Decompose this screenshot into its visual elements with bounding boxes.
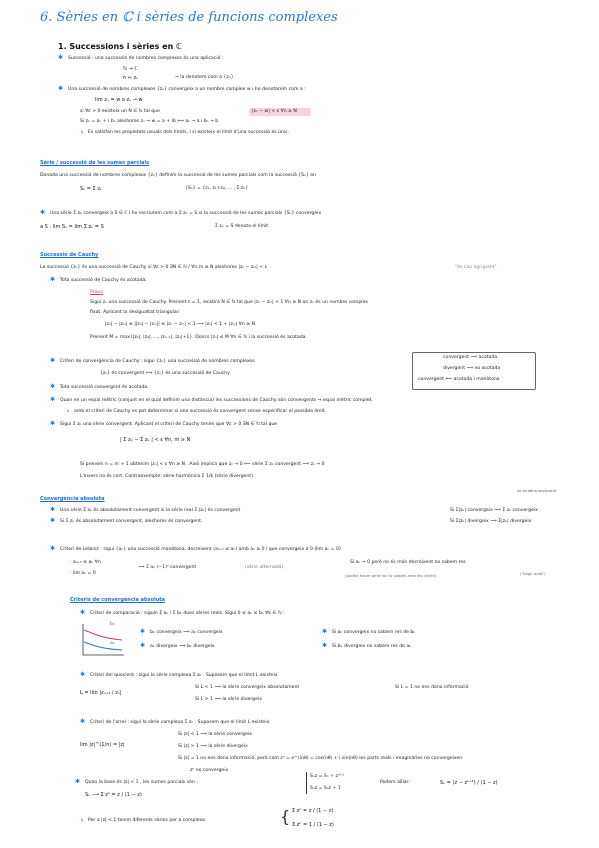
math-line: {Sₙ} = {z₁, z₁+z₂, ... , Σ zₖ} <box>185 186 249 191</box>
arrow-icon: ↳ <box>66 409 70 414</box>
math-line: a S : lim Sₙ = lim Σ zₖ = S <box>40 224 104 230</box>
arrow-icon: ↳ <box>80 130 84 135</box>
page-title: 6. Sèries en ℂ i sèries de funcions complexes <box>40 10 338 25</box>
text-line: Si aₖ convergeix no sabem res de bₖ <box>332 630 416 635</box>
bullet-icon: ✱ <box>80 671 86 678</box>
text-line: Si bₖ divergeix no sabem res de aₖ <box>332 644 412 649</box>
comparison-graph-icon <box>80 622 126 658</box>
math-line: Sₙz = Sₙz + 1 <box>310 786 341 791</box>
bullet-icon: ✱ <box>50 517 56 524</box>
text-line: Podem aïllar: <box>380 780 410 785</box>
bullet-icon: ✱ <box>50 357 56 364</box>
text-line: Successió : una successió de nombres complexos és una aplicació : <box>68 56 224 61</box>
text-line: Si |z| > 1 ⟹ la sèrie divergeix <box>178 744 248 749</box>
text-line: Criteri de comparació : siguin Σ aₖ i Σ bₖ dues sèries reals. Sigui 0 ≤ aₖ ≤ bₖ ∀k ∈ ℕ : <box>90 611 285 616</box>
bullet-icon: ✱ <box>50 506 56 513</box>
section-heading-criteria: Criteris de convergència absoluta <box>70 597 166 603</box>
text-line: Tota successió convergent és acotada. <box>60 385 149 390</box>
bullet-icon: ✱ <box>40 209 46 216</box>
math-line: ℕ → ℂ <box>123 66 138 72</box>
text-line: Quan la base és |z| < 1 , les sumes parcials són : <box>85 780 198 785</box>
text-line: zⁿ no convergeix <box>190 768 229 773</box>
text-line: Criteri de Leibniz : sigui {aₙ} una successió monòtona, decreixent (aₙ₊₁ ≤ aₙ) amb aₙ ≥ 0 i que convergeix a 0 (lim aₙ = 0) <box>60 547 341 552</box>
text-line: Si |z| = 1 no ens dona informació, però com zⁿ = e^(inθ) = cos(nθ) + i sin(nθ) les parts reals i imaginàries no convergeixen <box>178 756 463 761</box>
bullet-icon: ✱ <box>50 276 56 283</box>
math-line: Si Σ|zₖ| divergeix ⟹ Σ|zₖ| divergeix <box>450 519 532 524</box>
bullet-icon: ✱ <box>140 628 146 635</box>
bullet-icon: ✱ <box>58 85 64 92</box>
proof-label: Prova <box>90 290 103 295</box>
note: (podria haver però no no sabem amb els criteri) <box>345 573 437 578</box>
quote-note: "és cau agrupant" <box>455 265 497 270</box>
math-line: ⟹ Σ aₙ (−1)ⁿ convergent <box>138 565 197 570</box>
note: ("llegir amb") <box>520 571 546 576</box>
math-line: Σ zⁿ = z / (1 − z) <box>292 808 334 814</box>
math-line: Si Σ|zₖ| convergeix ⟹ Σ zₖ convergeix <box>450 508 538 513</box>
text-line: Prenent M = max{|z₁|, |z₂|, ..., |zₙ₋₁|, |zₙ|+1}. Doncs |zₙ| ≤ M ∀n ∈ ℕ i la successió és acotada. <box>90 335 307 340</box>
section-heading-successions: 1. Successions i sèries en ℂ <box>58 42 182 51</box>
text-line: Si prenem n = m + 1 obtenim |zₙ| < ε ∀n ≥ N . Això implica que zₙ → 0 ⟸ sèrie Σ zₖ convergent ⟹ zₙ → 0 <box>80 462 325 467</box>
text-line: Una successió de nombres complexos {zₙ} convergeix a un nombre complex w i ho denotarem com a : <box>68 87 306 92</box>
section-heading-partial-sums: Sèrie / successió de les sumes parcials <box>40 160 150 166</box>
bullet-icon: ✱ <box>50 420 56 427</box>
text-line: Si |z| < 1 ⟹ la sèrie convergeix <box>178 732 252 737</box>
math-line: Σ zⁿ = 1 / (1 − z) <box>292 822 334 828</box>
math-line: lim zₙ = w o zₙ → w <box>95 97 143 103</box>
text-line: Si L > 1 ⟹ la sèrie divergeix <box>195 697 262 702</box>
text-line: Sigui Σ zₖ una sèrie convergent. Aplicant el criteri de Cauchy tenim que ∀ε > 0 ∃N ∈ ℕ tal que <box>60 422 278 427</box>
text-line: Sigui zₙ una successió de Cauchy. Prenent ε = 1, existirà N ∈ ℕ tal que |zₙ − zₘ| < 1 ∀n ≥ N on zₙ és un nombre complex <box>90 300 369 305</box>
note: Si aₙ → 0 però no és món decreixent no sabem res <box>350 560 466 565</box>
graph-label-b: bₖ <box>110 622 115 627</box>
box-line: divergent ⟹ no acotada <box>443 366 501 371</box>
math-line: · aₙ₊₁ ≤ aₙ ∀n <box>70 560 101 565</box>
math-line: Sₙ ⟶ Σ zⁿ = z / (1 − z) <box>85 792 142 798</box>
text-line: Si zₙ = aₙ + i bₙ aleshores zₙ → w = a + ib ⟺ aₙ → a i bₙ → b <box>80 119 219 124</box>
text-line: fixat. Aplicant la desigualtat triangular: <box>90 310 180 315</box>
text-line: La successió {zₙ} és una successió de Cauchy si ∀ε > 0 ∃N ∈ ℕ / ∀n,m ≥ N aleshores |zₙ − zₘ| < ε <box>40 265 268 270</box>
text-line: aₖ divergeix ⟹ bₖ divergeix <box>150 644 215 649</box>
bullet-icon: ✱ <box>322 642 328 649</box>
text-line: Quan en un espai mètric (conjunt en el qual definim una distància) les successions de Cauchy són convergents → espai mètric complet. <box>60 398 373 403</box>
text-line: Σ zₖ = S denota el límit <box>215 224 269 229</box>
math-line: Sₙ = (z − zⁿ⁺¹) / (1 − z) <box>440 780 498 786</box>
math-line: | Σ zₖ − Σ zₖ | < ε ∀n, m ≥ N <box>120 437 191 443</box>
bullet-icon: ✱ <box>58 54 64 61</box>
section-heading-cauchy: Successió de Cauchy <box>40 252 99 258</box>
math-line: |zₙ − w| < ε ∀n ≥ N <box>252 109 297 114</box>
text-line: bₖ convergeix ⟹ aₖ convergeix <box>150 630 223 635</box>
note: (sèrie alternada) <box>245 565 284 570</box>
math-line: · lim aₙ = 0 <box>70 571 96 576</box>
bullet-icon: ✱ <box>80 609 86 616</box>
text-line: Per a |z| < 1 tenim diferents sèries per a complexa <box>88 818 205 823</box>
bullet-icon: ✱ <box>80 718 86 725</box>
math-line: |zₙ| − |zₘ| ≤ ||zₙ| − |zₘ|| ≤ |zₙ − zₘ| < 1 ⟹ |zₙ| < 1 + |zₘ| ∀n ≥ N <box>105 322 256 327</box>
text-line: → la denotem com a {zₙ} <box>175 75 234 80</box>
text-line: Si L < 1 ⟹ la sèrie convergeix absolutament <box>195 685 300 690</box>
box-line: convergent ⟸ acotada i monòtona <box>418 377 500 382</box>
graph-label-a: aₖ <box>110 641 115 646</box>
brace-icon: { <box>280 807 291 826</box>
text-line: Una sèrie Σ zₖ és absolutament convergent si la sèrie real Σ |zₖ| és convergent <box>60 508 241 513</box>
text-line: Es satisfan les propietats usuals dels límits, i si existeix el límit d'una successió és únic. <box>88 130 290 135</box>
bullet-icon: ✱ <box>322 628 328 635</box>
bullet-icon: ✱ <box>75 778 81 785</box>
text-line: amb el criteri de Cauchy es pot determinar si una successió és convergent sense especificar el possible límit. <box>74 409 327 414</box>
math-line: Sₙz = Sₙ + zⁿ⁺¹ <box>310 774 344 779</box>
text-line: si ∀ε > 0 existeix un N ∈ ℕ tal que <box>80 109 160 114</box>
text-line: Si L = 1 no ens dona informació <box>395 685 469 690</box>
math-line: lim |z|^(1/n) = |z| <box>80 742 125 748</box>
bullet-icon: ✱ <box>50 383 56 390</box>
note: no es dóna implicació <box>517 489 557 493</box>
section-heading-abs-convergence: Convergència absoluta <box>40 496 105 502</box>
box-line: convergent ⟹ acotada <box>443 355 498 360</box>
bullet-icon: ✱ <box>140 642 146 649</box>
text-line: Tota successió de Cauchy és acotada. <box>60 278 147 283</box>
text-line: Criteri de convergència de Cauchy : sigui {zₙ} una successió de nombres complexos <box>60 359 255 364</box>
text-line: Donada una successió de nombres complexos {zₙ} definim la successió de les sumes parcials com la successió {Sₙ} on <box>40 173 317 178</box>
math-line: {zₙ} és convergent ⟺ {zₙ} és una successió de Cauchy <box>100 371 230 376</box>
text-line: L'invers no és cert. Contraexemple: sèrie harmònica Σ 1/k (sèrie divergent) <box>80 474 253 479</box>
math-line: n ↦ zₙ <box>123 75 139 81</box>
text-line: Si Σ zₖ és absolutament convergent, aleshores és convergent. <box>60 519 203 524</box>
text-line: Criteri del quocient : sigui la sèrie complexa Σ zₖ . Suposem que el límit L existeix <box>90 673 278 678</box>
text-line: Una sèrie Σ zₖ convergeix a S ∈ ℂ i ho escriurem com a Σ zₖ = S si la successió de les sumes parcials {Sₙ} convergeix <box>50 211 322 216</box>
arrow-icon: ↳ <box>80 818 84 823</box>
math-line: L = lim |zₙ₊₁ / zₙ| <box>80 690 122 696</box>
bullet-icon: ✱ <box>50 396 56 403</box>
text-line: Criteri de l'arrel : sigui la sèrie complexa Σ zₖ . Suposem que el límit L existeix <box>90 720 270 725</box>
bullet-icon: ✱ <box>50 545 56 552</box>
math-line: Sₙ = Σ zₖ <box>80 186 103 192</box>
